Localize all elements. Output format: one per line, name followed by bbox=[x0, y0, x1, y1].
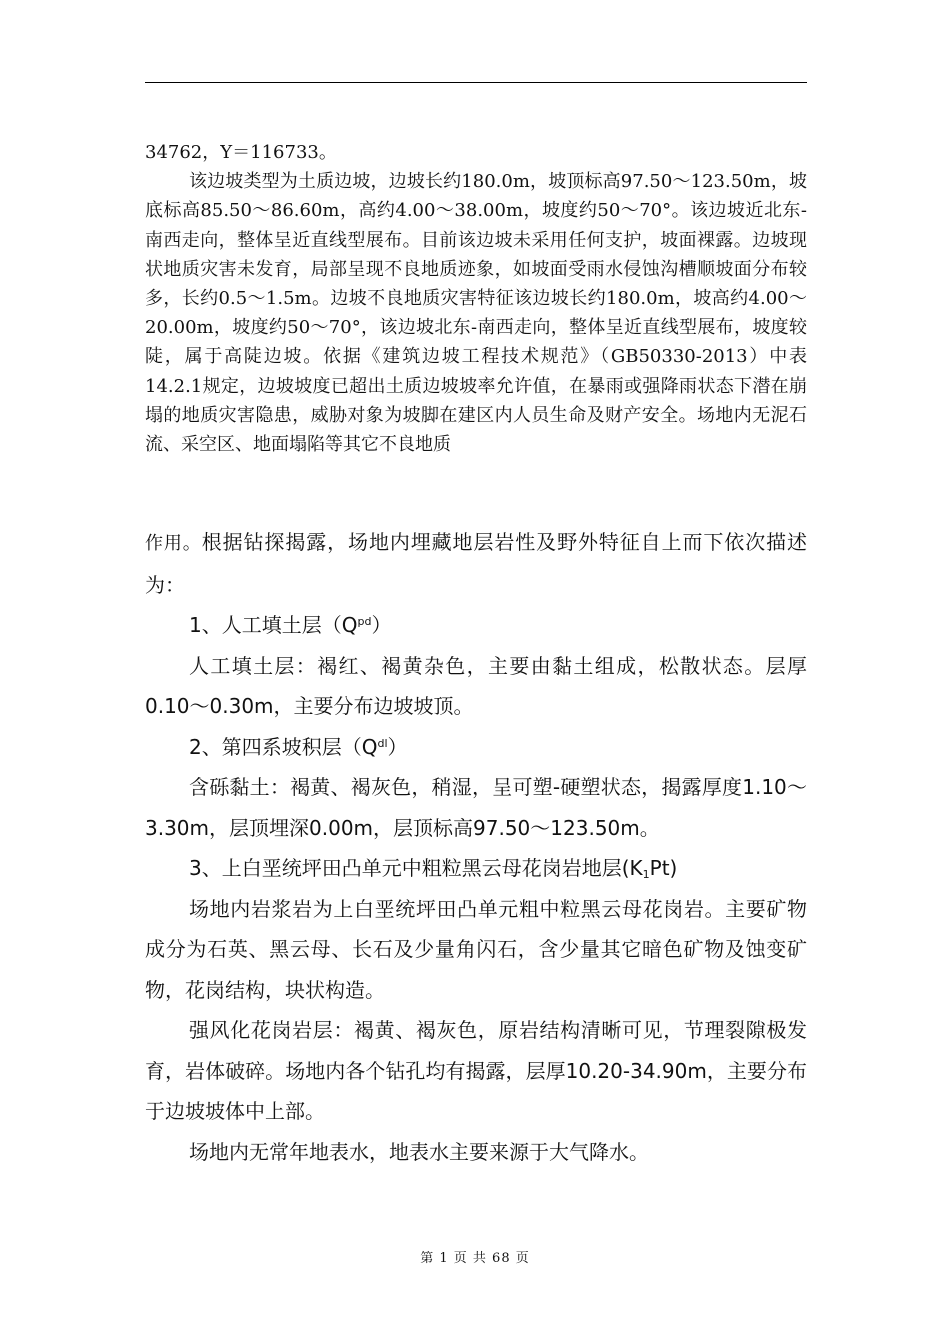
heading-colluvium-end: ） bbox=[387, 734, 408, 759]
heading-fill-layer-sup: pd bbox=[357, 615, 372, 628]
heading-granite-sub: 1 bbox=[642, 868, 650, 881]
coordinate-line: 34762，Y＝116733。 bbox=[145, 142, 337, 163]
strata-intro-paragraph bbox=[145, 522, 807, 605]
body-text-serif bbox=[145, 138, 807, 459]
heading-colluvium-sup: dl bbox=[377, 736, 388, 750]
heading-colluvium-layer bbox=[145, 727, 807, 768]
heading-granite-text: 3、上白垩统坪田凸单元中粗粒黑云母花岗岩地层(K bbox=[189, 856, 643, 880]
granite-paragraph: 场地内岩浆岩为上白垩统坪田凸单元粗中粒黑云母花岗岩。主要矿物成分为石英、黑云母、长石及少量角闪石，含少量其它暗色矿物及蚀变矿物，花岗结构，块状构造。 bbox=[145, 896, 807, 1002]
body-text-sans bbox=[145, 522, 807, 1172]
heading-fill-layer bbox=[145, 605, 807, 646]
heading-fill-layer-end: ） bbox=[371, 613, 392, 637]
header-rule bbox=[145, 82, 807, 83]
weathered-granite-paragraph: 强风化花岗岩层：褐黄、褐灰色，原岩结构清晰可见，节理裂隙极发育，岩体破碎。场地内各个钻孔均有揭露，层厚10.20-34.90m，主要分布于边坡坡体中上部。 bbox=[145, 1018, 807, 1123]
heading-fill-layer-text: 1、人工填土层（Q bbox=[189, 613, 358, 637]
heading-colluvium-text: 2、第四系坡积层（Q bbox=[189, 734, 378, 759]
heading-granite-layer bbox=[145, 848, 807, 889]
strata-intro-text: 根据钻探揭露，场地内埋藏地层岩性及野外特征自上而下依次描述为： bbox=[145, 530, 808, 597]
heading-granite-end: Pt) bbox=[649, 856, 678, 880]
slope-description-paragraph: 该边坡类型为土质边坡，边坡长约180.0m，坡顶标高97.50～123.50m，坡底标高85.50～86.60m，高约4.00～38.00m，坡度约50～70°。该边坡近北东-南西走向，整体呈近直线型展布。目前该边坡未采用任何支护，坡面裸露。边坡现状地质灾害未发育，局部呈现不良地质迹象，如坡面受雨水侵蚀沟槽顺坡面分布较多，长约0.5～1.5m。边坡不良地质灾害特征该边坡长约180.0m，坡高约4.00～20.00m，坡度约50～70°，该边坡北东-南西走向，整体呈近直线型展布，坡度较陡，属于高陡边坡。依据《建筑边坡工程技术规范》（GB50330-2013）中表14.2.1规定，边坡坡度已超出土质边坡坡率允许值，在暴雨或强降雨状态下潜在崩塌的地质灾害隐患，威胁对象为坡脚在建区内人员生命及财产安全。场地内无泥石流、采空区、地面塌陷等其它不良地质 bbox=[145, 171, 807, 456]
para1-tail: 作用。 bbox=[145, 533, 202, 554]
surface-water-paragraph: 场地内无常年地表水，地表水主要来源于大气降水。 bbox=[189, 1139, 649, 1164]
page-number-footer: 第 1 页 共 68 页 bbox=[420, 1251, 530, 1266]
gravel-clay-paragraph: 含砾黏土：褐黄、褐灰色，稍湿，呈可塑-硬塑状态，揭露厚度1.10～3.30m，层顶埋深0.00m，层顶标高97.50～123.50m。 bbox=[145, 775, 807, 840]
fill-layer-paragraph: 人工填土层：褐红、褐黄杂色，主要由黏土组成，松散状态。层厚0.10～0.30m，主要分布边坡坡顶。 bbox=[145, 653, 807, 718]
